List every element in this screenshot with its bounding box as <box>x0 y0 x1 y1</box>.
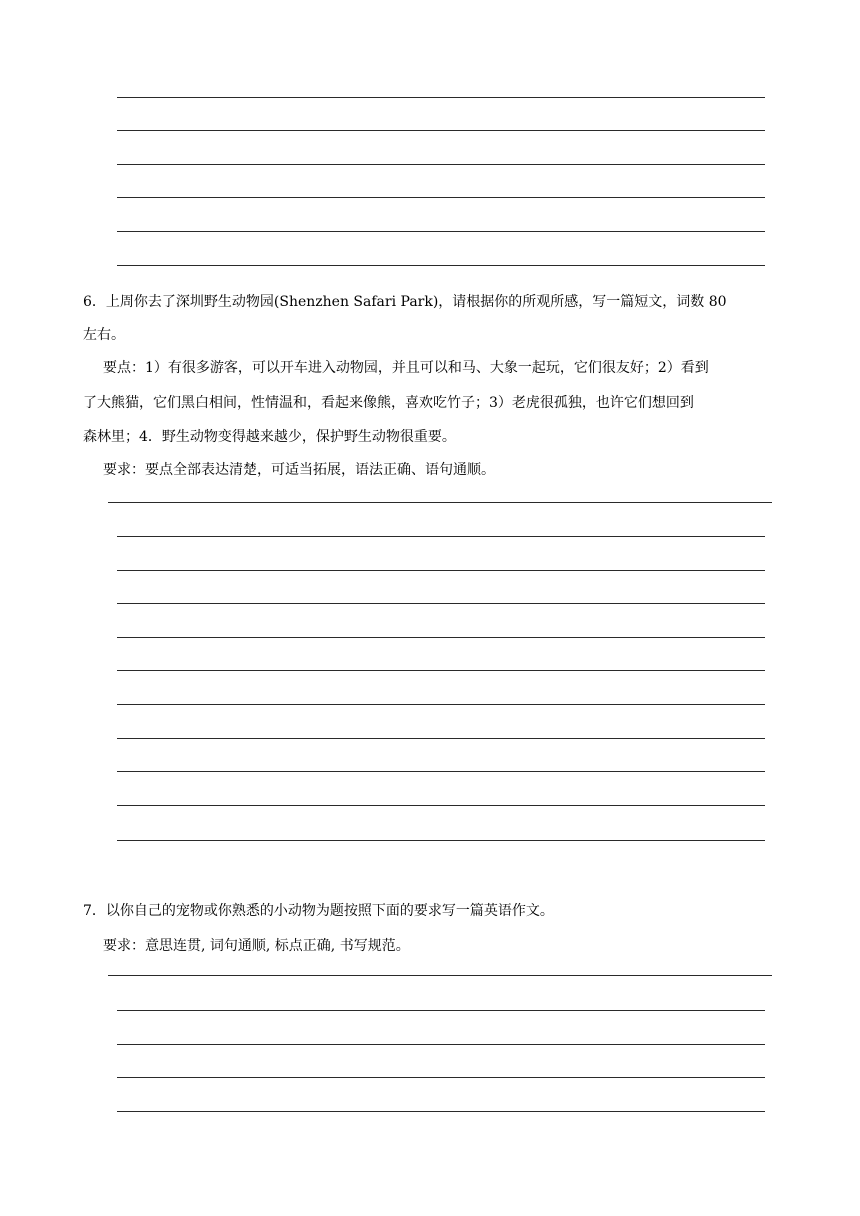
answer-line <box>117 197 765 198</box>
question-6-number: 6． <box>83 294 106 310</box>
answer-line <box>117 771 765 772</box>
question-7-line1 <box>83 901 554 921</box>
question-6-prompt-line1: 上周你去了深圳野生动物园(Shenzhen Safari Park)，请根据你的所观所感，写一篇短文，词数 80 <box>105 294 727 310</box>
answer-line <box>108 975 772 976</box>
answer-line <box>117 1010 765 1011</box>
question-6-line1 <box>83 292 727 312</box>
question-7-number: 7． <box>83 903 106 919</box>
answer-line <box>117 738 765 739</box>
question-7-prompt: 以你自己的宠物或你熟悉的小动物为题按照下面的要求写一篇英语作文。 <box>105 903 554 919</box>
question-6-prompt-line2: 左右。 <box>83 327 125 343</box>
question-6-points-line1: 要点：1）有很多游客，可以开车进入动物园，并且可以和马、大象一起玩，它们很友好；2）看到 <box>103 360 709 376</box>
answer-line <box>117 603 765 604</box>
answer-line <box>117 637 765 638</box>
question-7-requirement: 要求：意思连贯, 词句通顺, 标点正确, 书写规范。 <box>103 938 410 954</box>
answer-line <box>117 1111 765 1112</box>
question-6-points-line2: 了大熊猫，它们黑白相间，性情温和，看起来像熊，喜欢吃竹子；3）老虎很孤独，也许它们想回到 <box>83 395 694 411</box>
answer-line <box>117 1044 765 1045</box>
answer-line <box>117 840 765 841</box>
answer-line <box>117 536 765 537</box>
answer-line <box>117 570 765 571</box>
question-6-requirement: 要求：要点全部表达清楚，可适当拓展，语法正确、语句通顺。 <box>103 462 495 478</box>
answer-line <box>108 502 772 503</box>
answer-line <box>117 97 765 98</box>
answer-line <box>117 130 765 131</box>
answer-line <box>117 670 765 671</box>
answer-line <box>117 231 765 232</box>
question-6-points-line3: 森林里；4．野生动物变得越来越少，保护野生动物很重要。 <box>83 429 456 445</box>
answer-line <box>117 164 765 165</box>
answer-line <box>117 265 765 266</box>
answer-line <box>117 1077 765 1078</box>
answer-line <box>117 704 765 705</box>
answer-line <box>117 805 765 806</box>
